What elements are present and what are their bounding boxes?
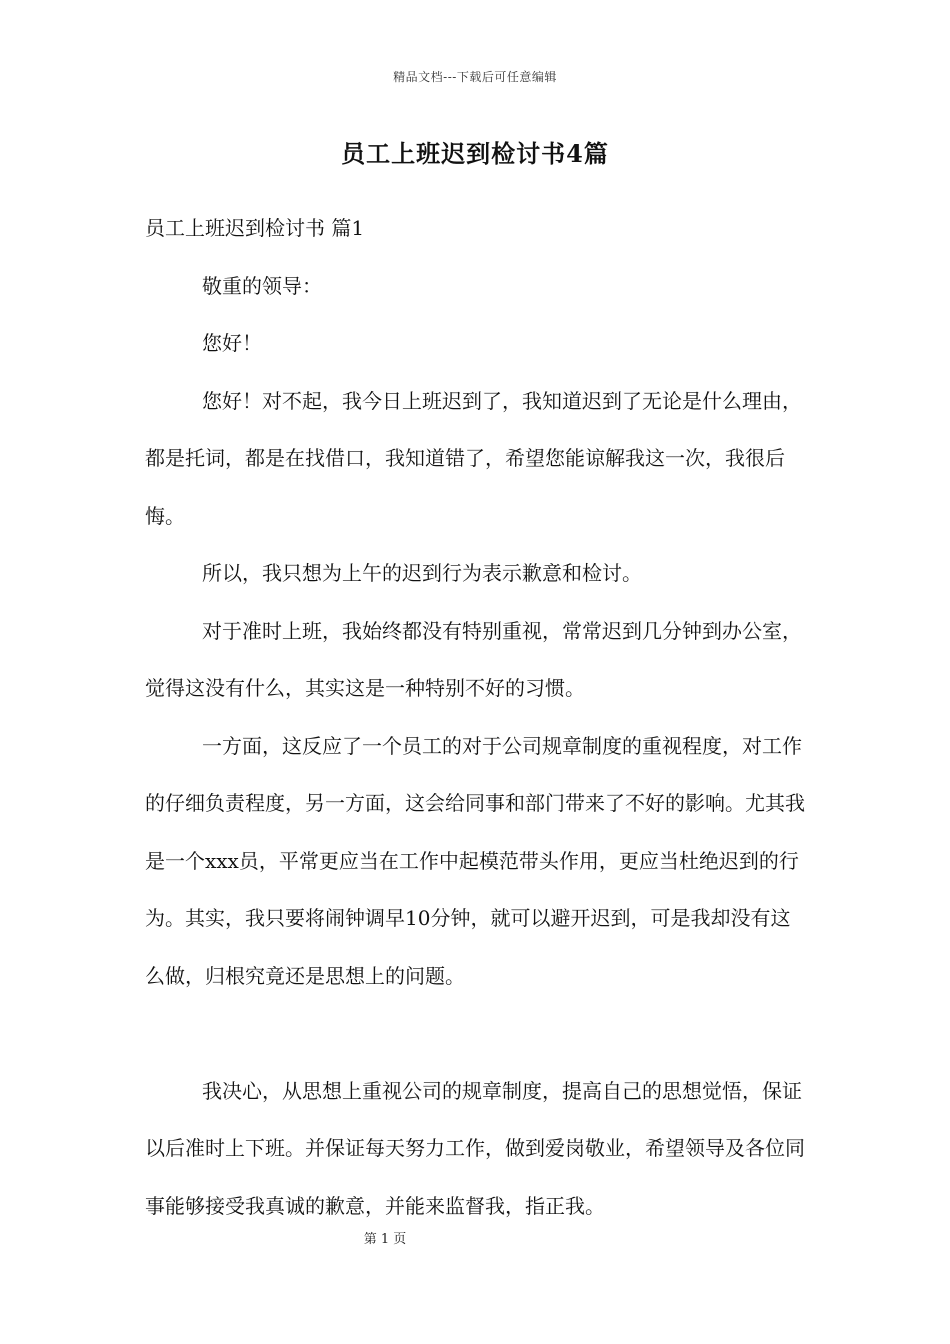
body-paragraph: 对于准时上班，我始终都没有特别重视，常常迟到几分钟到办公室，觉得这没有什么，其实这是一种特别不好的习惯。 xyxy=(145,618,802,700)
body-paragraph: 您好！对不起，我今日上班迟到了，我知道迟到了无论是什么理由，都是托词，都是在找借口，我知道错了，希望您能谅解我这一次，我很后悔。 xyxy=(145,388,802,528)
page-header-note: 精品文档---下载后可任意编辑 xyxy=(393,70,557,84)
body-paragraph: 所以，我只想为上午的迟到行为表示歉意和检讨。 xyxy=(202,561,642,585)
body-paragraph: 我决心，从思想上重视公司的规章制度，提高自己的思想觉悟，保证以后准时上下班。并保证每天努力工作，做到爱岗敬业，希望领导及各位同事能够接受我真诚的歉意，并能来监督我，指正我。 xyxy=(145,1078,805,1218)
page-number: 第 1 页 xyxy=(363,1232,407,1247)
body-paragraph: 一方面，这反应了一个员工的对于公司规章制度的重视程度，对工作的仔细负责程度，另一方面，这会给同事和部门带来了不好的影响。尤其我是一个xxx员，平常更应当在工作中起模范带头作用，更应当杜绝迟到的行为。其实，我只要将闹钟调早10分钟，就可以避开迟到，可是我却没有这么做，归根究竟还是思想上的问题。 xyxy=(145,733,805,988)
paragraph-spacer xyxy=(145,1005,810,1063)
document-title: 员工上班迟到检讨书4篇 xyxy=(341,139,609,168)
salutation: 敬重的领导： xyxy=(202,273,322,298)
section-heading: 员工上班迟到检讨书 篇1 xyxy=(145,216,365,240)
document-body xyxy=(145,200,810,1235)
greeting: 您好！ xyxy=(202,331,262,355)
